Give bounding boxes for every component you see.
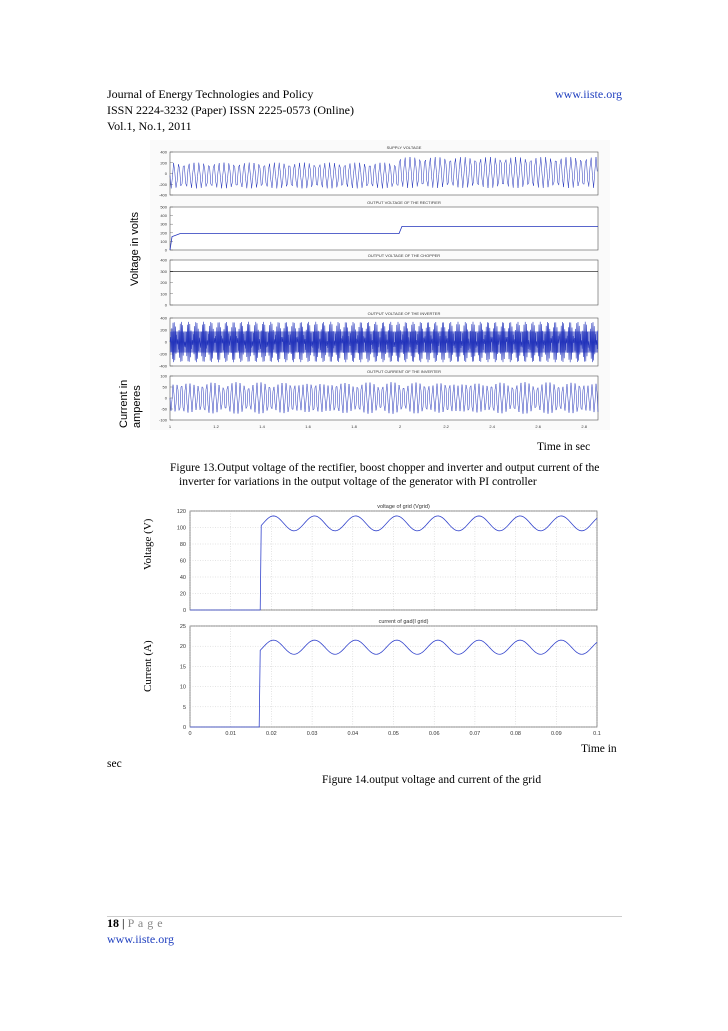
page-word: P a g e [127,916,164,930]
fig14-current-y-tick-label: 5 [182,704,186,711]
fig13-y-tick-label: 200 [160,230,167,236]
fig13-y-tick-label: -50 [161,406,167,412]
fig13-y-tick-label: 0 [164,395,167,401]
fig13-y-tick-label: 0 [164,302,167,308]
volume-line: Vol.1, No.1, 2011 [107,119,192,133]
fig13-y-tick-label: 100 [160,238,167,244]
fig14-voltage-title: voltage of grid (Vgrid) [377,504,430,510]
fig13-y-tick-label: 0 [164,171,167,176]
page-number: 18 [107,916,119,930]
fig14-current-title: current of gad(I grid) [378,619,429,625]
fig14-voltage-y-tick-label: 100 [176,525,186,532]
fig14-voltage-y-tick-label: 120 [176,509,186,515]
fig13-y-tick-label: 400 [160,213,167,219]
fig14-voltage-y-tick-label: 60 [179,558,186,565]
fig13-y-tick-label: 400 [160,257,167,263]
fig13-caption-line1: Figure 13.Output voltage of the rectifier, boost chopper and inverter and output current of the [170,462,600,474]
journal-url-link[interactable]: www.iiste.org [555,87,622,101]
fig14-voltage-y-tick-label: 40 [179,575,186,581]
fig13-x-tick-label: 1.6 [305,424,311,429]
fig14-current-y-tick-label: 25 [179,624,186,630]
fig13-y-tick-label: -400 [158,363,167,369]
fig14-voltage-y-tick-label: 80 [179,542,186,548]
fig13-x-tick-label: 1.4 [259,424,265,429]
fig13-current-axis-label-2: amperes [131,385,143,428]
page-footer [107,915,163,931]
fig14-current-y-tick-label: 10 [179,684,186,691]
fig13-y-tick-label: 50 [162,384,167,390]
fig14-current-y-tick-label: 15 [179,664,186,671]
fig13-x-tick-label: 1.2 [213,424,219,429]
fig13-voltage-axis-label: Voltage in volts [129,212,141,286]
fig13-x-tick-label: 2 [398,424,402,429]
fig13-y-tick-label: 500 [160,204,167,210]
fig14-voltage-y-tick-label: 0 [182,608,186,614]
fig13-caption-line2: inverter for variations in the output voltage of the generator with PI controller [179,476,537,488]
fig13-panel-title: OUTPUT CURRENT OF THE INVERTER [367,369,441,374]
fig13-panel-title: OUTPUT VOLTAGE OF THE CHOPPER [367,253,441,258]
fig13-time-label: Time in sec [537,441,591,453]
fig13-y-tick-label: 300 [160,268,167,274]
fig14-caption: Figure 14.output voltage and current of the grid [322,774,542,786]
issn-line: ISSN 2224-3232 (Paper) ISSN 2225-0573 (Online) [107,103,354,117]
fig14-time-label-a: Time in [581,743,617,755]
fig13-y-tick-label: 200 [160,160,167,166]
fig14-voltage-axis-label: Voltage (V) [142,518,154,570]
fig14-current-axis-label: Current (A) [142,640,154,692]
fig14-x-tick-label: 0.09 [550,731,562,737]
journal-title: Journal of Energy Technologies and Policy [107,87,314,101]
fig14-x-tick-label: 0.05 [388,731,399,737]
fig13-y-tick-label: 200 [160,280,167,285]
fig14-x-tick-label: 0.06 [428,731,440,737]
fig13-y-tick-label: 200 [160,327,167,333]
fig13-current-axis-label-1: Current in [118,379,130,428]
fig13-y-tick-label: -400 [158,192,167,198]
fig14-x-tick-label: 0.03 [306,731,318,737]
fig13-x-tick-label: 2.8 [581,424,587,429]
fig13-y-tick-label: 100 [160,291,167,297]
fig13-panel-title: OUTPUT VOLTAGE OF THE RECTIFIER [367,200,441,205]
footer-divider [107,916,622,917]
fig13-y-tick-label: 400 [160,149,167,155]
fig14-x-tick-label: 0.01 [225,731,237,737]
fig13-x-tick-label: 1 [168,424,172,429]
fig13-y-tick-label: -200 [158,181,167,187]
fig14-x-tick-label: 0 [188,731,192,737]
fig13-y-tick-label: 0 [164,339,167,345]
fig14-current-y-tick-label: 0 [182,725,186,731]
fig14-current-y-tick-label: 20 [179,644,186,651]
fig13-y-tick-label: 300 [160,221,167,227]
fig14-time-label-b: sec [107,758,122,770]
footer-url-link[interactable]: www.iiste.org [107,932,174,946]
fig14-x-tick-label: 0.07 [469,731,481,737]
fig13-y-tick-label: -200 [158,351,167,357]
fig14-x-tick-label: 0.04 [347,731,359,737]
fig14-x-tick-label: 0.02 [266,731,277,737]
page-separator: | [122,916,125,930]
fig13-x-tick-label: 2.2 [443,424,449,429]
fig14-x-tick-label: 0.08 [510,731,521,737]
fig13-panel-title: OUTPUT VOLTAGE OF THE INVERTER [367,311,441,316]
fig13-y-tick-label: 400 [160,315,167,321]
fig14-x-tick-label: 0.1 [593,731,601,737]
fig13-x-tick-label: 2.4 [489,424,495,429]
fig13-y-tick-label: 0 [164,247,167,253]
fig13-x-tick-label: 1.8 [351,424,357,429]
fig14-voltage-y-tick-label: 20 [179,591,186,598]
fig13-panel-title: SUPPLY VOLTAGE [386,145,422,150]
fig13-y-tick-label: 100 [160,373,167,379]
fig13-x-tick-label: 2.6 [535,424,541,429]
fig13-y-tick-label: -100 [158,417,167,423]
